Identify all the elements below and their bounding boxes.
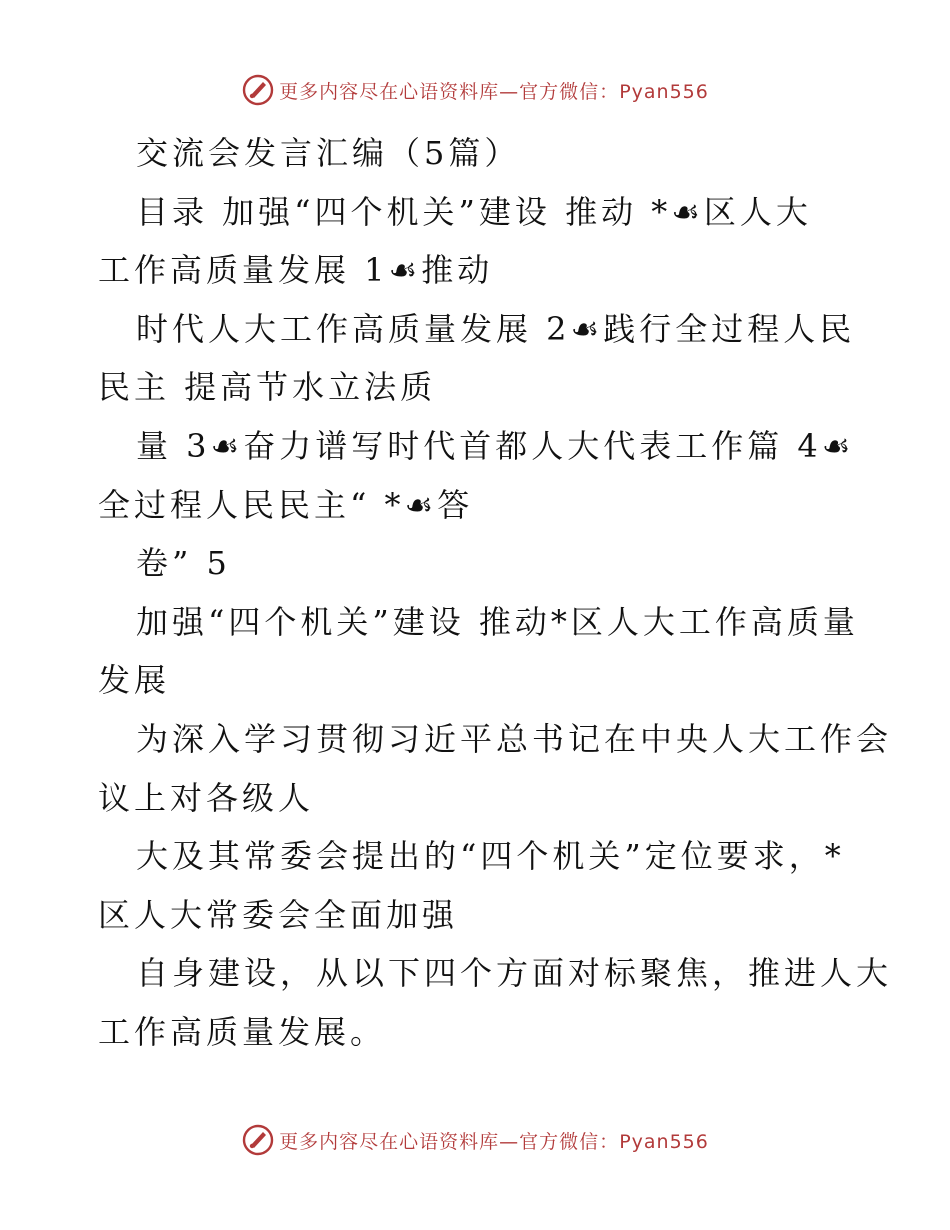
text-line: 自身建设，从以下四个方面对标聚焦，推进人大 [136,954,893,993]
text-line: 加强“四个机关”建设 推动*区人大工作高质量 [136,602,859,641]
text-line: 卷” 5 [136,544,231,583]
text-line: 工作高质量发展 1☙推动 [98,251,494,290]
text-line: 民主 提高节水立法质 [98,368,437,407]
text-line: 交流会发言汇编（5篇） [136,134,521,172]
text-line: 大及其常委会提出的“四个机关”定位要求，* [136,837,845,876]
text-line: 为深入学习贯彻习近平总书记在中央人大工作会 [136,719,893,758]
text-line: 量 3☙奋力谱写时代首都人大代表工作篇 4☙ [136,426,855,465]
banner-text: 更多内容尽在心语资料库—官方微信：Pyan556 [279,1130,709,1153]
text-line: 目录 加强“四个机关”建设 推动 *☙区人大 [136,192,812,231]
text-line: 区人大常委会全面加强 [98,895,459,934]
brand-logo-icon [241,73,275,107]
text-line: 时代人大工作高质量发展 2☙践行全过程人民 [136,309,856,348]
footer-watermark [0,1120,950,1160]
brand-logo-icon [241,1123,275,1157]
text-line: 工作高质量发展。 [98,1012,387,1051]
document-body [98,124,893,1062]
text-line: 议上对各级人 [98,778,315,817]
header-watermark [0,70,950,110]
text-line: 全过程人民民主“ *☙答 [98,485,474,524]
banner-text: 更多内容尽在心语资料库—官方微信：Pyan556 [279,80,709,103]
text-line: 发展 [98,661,171,700]
